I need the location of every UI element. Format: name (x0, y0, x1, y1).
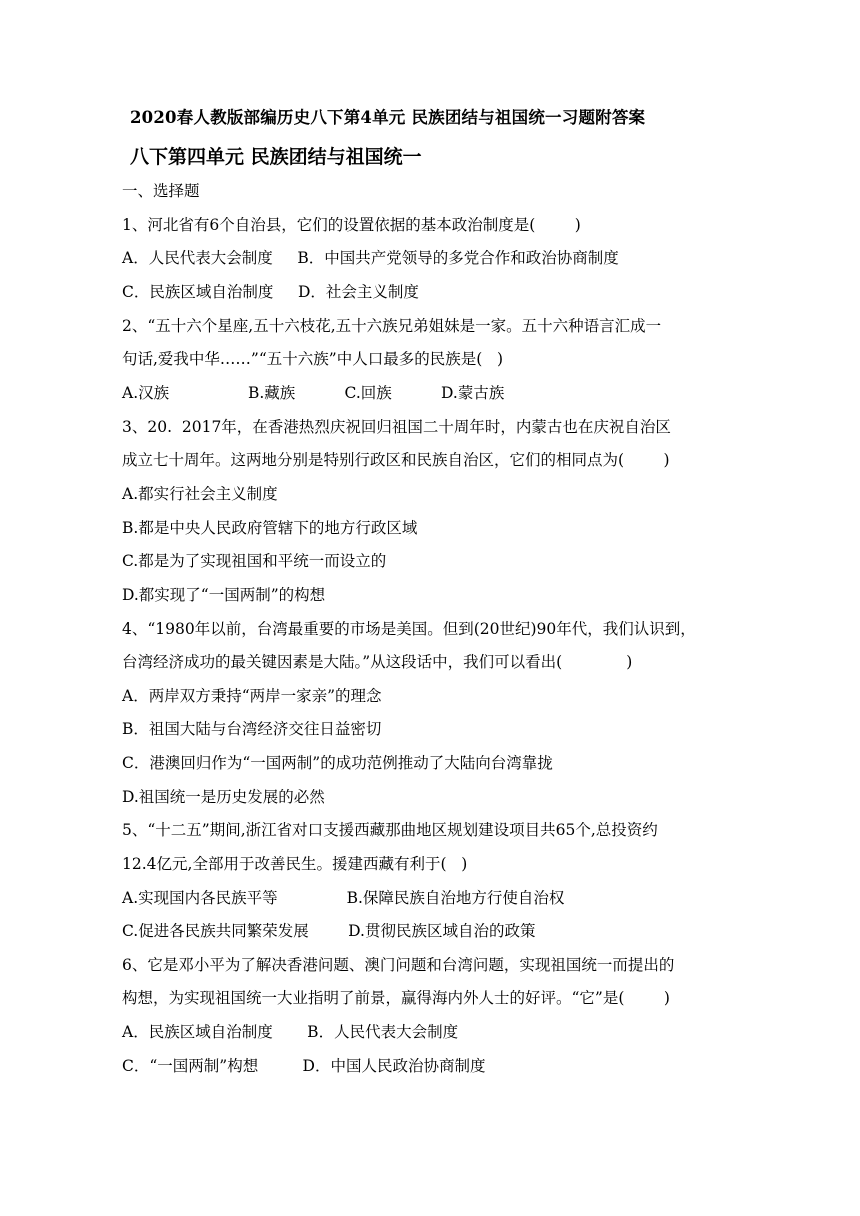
question-4-option-a: A．两岸双方秉持“两岸一家亲”的理念 (122, 687, 382, 705)
question-5-stem-line-2: 12.4亿元,全部用于改善民生。援建西藏有利于( ) (122, 855, 468, 873)
question-1-options-ab: A．人民代表大会制度 B．中国共产党领导的多党合作和政治协商制度 (122, 249, 619, 267)
question-3-option-c: C.都是为了实现祖国和平统一而设立的 (122, 552, 387, 570)
question-4-stem-line-2: 台湾经济成功的最关键因素是大陆。”从这段话中，我们可以看出( ) (122, 653, 633, 671)
question-3-stem-line-1: 3、20. 2017年，在香港热烈庆祝回归祖国二十周年时，内蒙古也在庆祝自治区 (122, 418, 671, 436)
question-6-stem-line-1: 6、它是邓小平为了解决香港问题、澳门问题和台湾问题，实现祖国统一而提出的 (122, 956, 675, 974)
question-2-stem-line-1: 2、“五十六个星座,五十六枝花,五十六族兄弟姐妹是一家。五十六种语言汇成一 (122, 317, 662, 335)
question-6-stem-line-2: 构想，为实现祖国统一大业指明了前景，赢得海内外人士的好评。“它”是( ) (122, 989, 670, 1007)
document-title: 2020春人教版部编历史八下第4单元 民族团结与祖国统一习题附答案 (130, 108, 646, 127)
question-6-options-ab: A．民族区域自治制度 B．人民代表大会制度 (122, 1023, 459, 1041)
question-2-options: A.汉族 B.藏族 C.回族 D.蒙古族 (122, 384, 505, 402)
question-1-stem: 1、河北省有6个自治县，它们的设置依据的基本政治制度是( ) (122, 216, 581, 234)
unit-title: 八下第四单元 民族团结与祖国统一 (130, 146, 422, 168)
question-3-stem-line-2: 成立七十周年。这两地分别是特别行政区和民族自治区，它们的相同点为( ) (122, 451, 670, 469)
question-5-options-cd: C.促进各民族共同繁荣发展 D.贯彻民族区域自治的政策 (122, 922, 536, 940)
question-6-options-cd: C．“一国两制”构想 D．中国人民政治协商制度 (122, 1057, 486, 1075)
question-4-option-c: C．港澳回归作为“一国两制”的成功范例推动了大陆向台湾靠拢 (122, 754, 553, 772)
question-3-option-d: D.都实现了“一国两制”的构想 (122, 586, 326, 604)
question-3-option-a: A.都实行社会主义制度 (122, 485, 278, 503)
question-1-options-cd: C．民族区域自治制度 D．社会主义制度 (122, 283, 419, 301)
question-4-option-b: B．祖国大陆与台湾经济交往日益密切 (122, 720, 382, 738)
question-5-stem-line-1: 5、“十二五”期间,浙江省对口支援西藏那曲地区规划建设项目共65个,总投资约 (122, 821, 658, 839)
section-heading: 一、选择题 (122, 182, 200, 200)
question-2-stem-line-2: 句话,爱我中华……”“五十六族”中人口最多的民族是( ) (122, 350, 504, 368)
question-4-option-d: D.祖国统一是历史发展的必然 (122, 788, 325, 806)
question-4-stem-line-1: 4、“1980年以前，台湾最重要的市场是美国。但到(20世纪)90年代，我们认识到， (122, 620, 696, 638)
question-3-option-b: B.都是中央人民政府管辖下的地方行政区域 (122, 519, 418, 537)
question-5-options-ab: A.实现国内各民族平等 B.保障民族自治地方行使自治权 (122, 889, 565, 907)
